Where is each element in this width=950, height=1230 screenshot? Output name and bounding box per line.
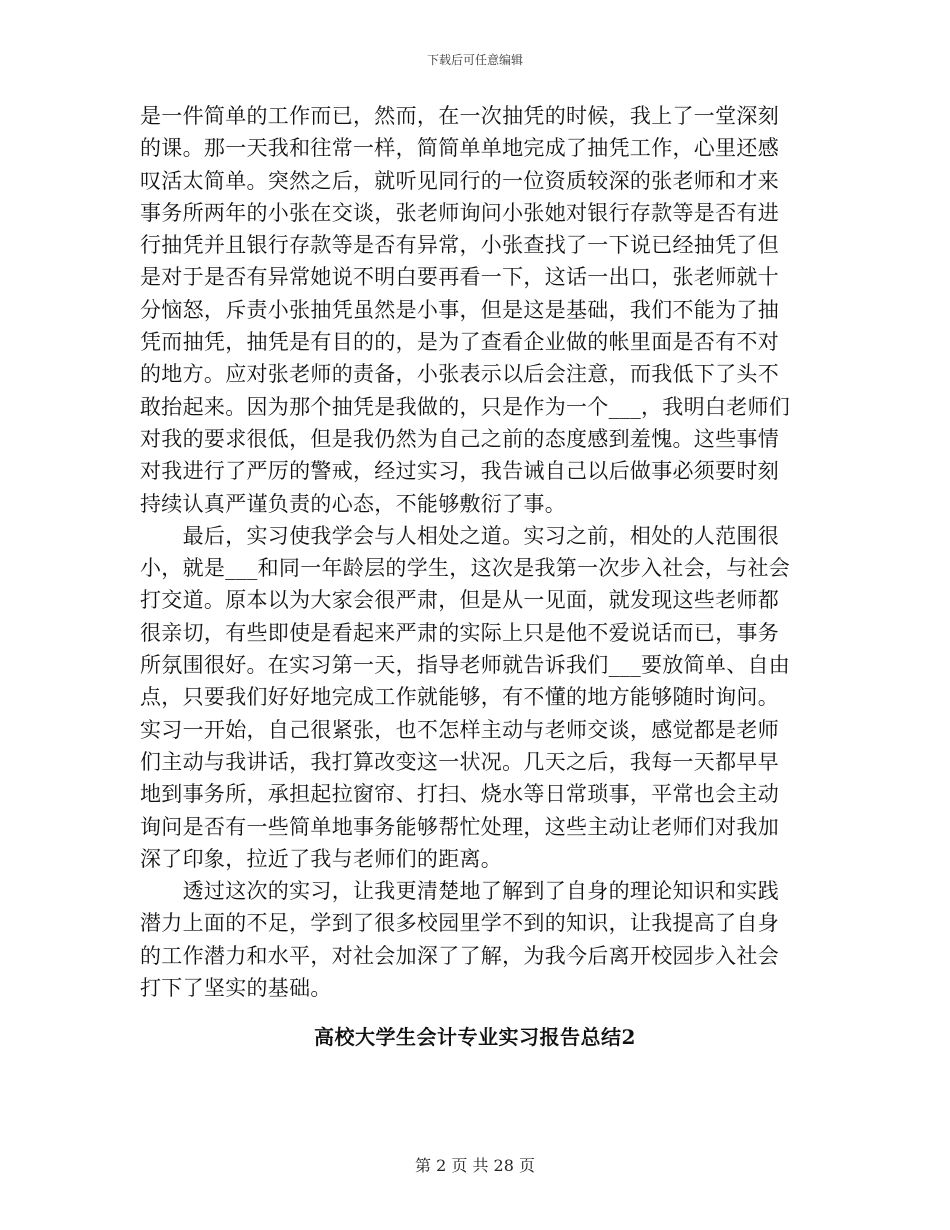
text-line: 点，只要我们好好地完成工作就能够，有不懂的地方能够随时询问。: [140, 685, 779, 710]
text-line: 们主动与我讲话，我打算改变这一状况。几天之后，我每一天都早早: [140, 749, 779, 774]
text-line: 深了印象，拉近了我与老师们的距离。: [140, 846, 503, 871]
text-line: 事务所两年的小张在交谈，张老师询问小张她对银行存款等是否有进: [140, 200, 779, 225]
text-line: 叹活太简单。突然之后，就听见同行的一位资质较深的张老师和才来: [140, 168, 779, 193]
text-line: 实习一开始，自己很紧张，也不怎样主动与老师交谈，感觉都是老师: [140, 717, 779, 742]
text-line: 是对于是否有异常她说不明白要再看一下，这话一出口，张老师就十: [140, 265, 779, 290]
page-number-footer: 第 2 页 共 28 页: [415, 1156, 535, 1175]
text-line: 潜力上面的不足，学到了很多校园里学不到的知识，让我提高了自身: [140, 911, 779, 936]
text-line: 行抽凭并且银行存款等是否有异常，小张查找了一下说已经抽凭了但: [140, 233, 779, 258]
text-line: 对我进行了严厉的警戒，经过实习，我告诫自己以后做事必须要时刻: [140, 459, 779, 484]
text-line: 持续认真严谨负责的心态，不能够敷衍了事。: [140, 491, 566, 516]
document-body: [140, 100, 810, 1004]
text-line: 最后，实习使我学会与人相处之道。实习之前，相处的人范围很: [140, 523, 779, 548]
text-line: 打交道。原本以为大家会很严肃，但是从一见面，就发现这些老师都: [140, 588, 779, 613]
text-line: 询问是否有一些简单地事务能够帮忙处理，这些主动让老师们对我加: [140, 814, 779, 839]
text-line: 小，就是___和同一年龄层的学生，这次是我第一次步入社会，与社会: [140, 556, 791, 581]
text-line: 分恼怒，斥责小张抽凭虽然是小事，但是这是基础，我们不能为了抽: [140, 297, 779, 322]
text-line: 所氛围很好。在实习第一天，指导老师就告诉我们___要放简单、自由: [140, 653, 791, 678]
text-line: 的地方。应对张老师的责备，小张表示以后会注意，而我低下了头不: [140, 362, 779, 387]
text-line: 透过这次的实习，让我更清楚地了解到了自身的理论知识和实践: [140, 879, 779, 904]
text-line: 打下了坚实的基础。: [140, 976, 332, 1001]
text-line: 的课。那一天我和往常一样，简简单单地完成了抽凭工作，心里还感: [140, 136, 779, 161]
text-line: 敢抬起来。因为那个抽凭是我做的，只是作为一个___，我明白老师们: [140, 394, 791, 419]
text-line: 对我的要求很低，但是我仍然为自己之前的态度感到羞愧。这些事情: [140, 426, 779, 451]
page-header-note: 下载后可任意编辑: [426, 53, 523, 67]
text-line: 是一件简单的工作而已，然而，在一次抽凭的时候，我上了一堂深刻: [140, 104, 779, 128]
text-line: 很亲切，有些即使是看起来严肃的实际上只是他不爱说话而已，事务: [140, 620, 779, 645]
text-line: 地到事务所，承担起拉窗帘、打扫、烧水等日常琐事，平常也会主动: [140, 782, 779, 807]
section-heading: 高校大学生会计专业实习报告总结2: [314, 1025, 636, 1049]
text-line: 凭而抽凭，抽凭是有目的的，是为了查看企业做的帐里面是否有不对: [140, 330, 779, 355]
text-line: 的工作潜力和水平，对社会加深了了解，为我今后离开校园步入社会: [140, 943, 779, 968]
